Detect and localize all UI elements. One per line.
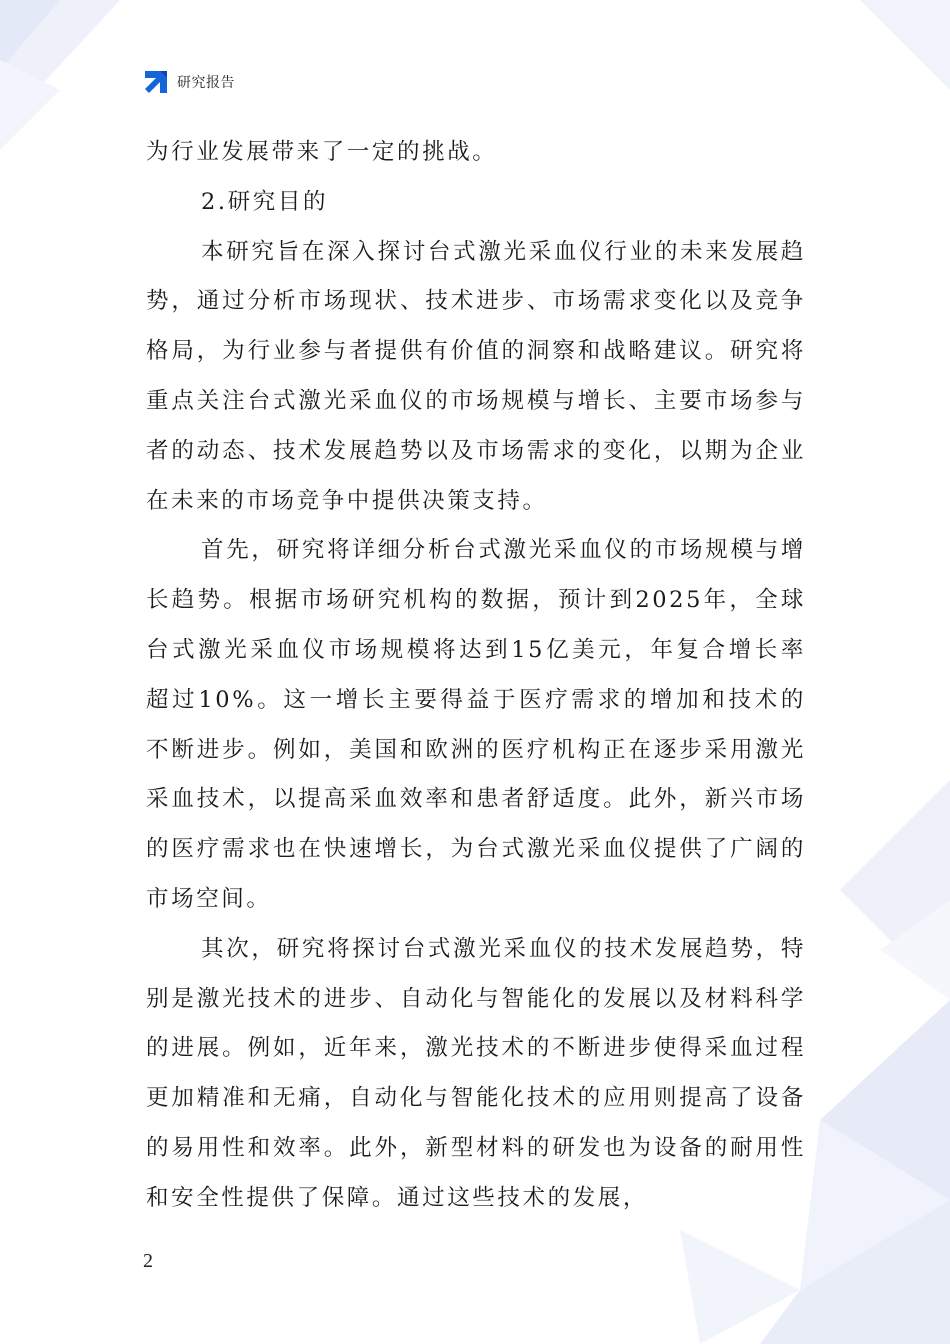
arrow-up-right-icon: [143, 69, 169, 95]
paragraph-continuation: 为行业发展带来了一定的挑战。: [146, 139, 498, 165]
paragraph-purpose: 本研究旨在深入探讨台式激光采血仪行业的未来发展趋势，通过分析市场现状、技术进步、市场需求变化以及竞争格局，为行业参与者提供有价值的洞察和战略建议。研究将重点关注台式激光采血仪的市场规模与增长、主要市场参与者的动态、技术发展趋势以及市场需求的变化，以期为企业在未来的市场竞争中提供决策支持。: [146, 238, 806, 514]
report-header: [143, 68, 235, 96]
document-body: [146, 128, 806, 1224]
header-title: 研究报告: [177, 75, 235, 91]
paragraph-technology: 其次，研究将探讨台式激光采血仪的技术发展趋势，特别是激光技术的进步、自动化与智能化的发展以及材料科学的进展。例如，近年来，激光技术的不断进步使得采血过程更加精准和无痛，自动化与智能化技术的应用则提高了设备的易用性和效率。此外，新型材料的研发也为设备的耐用性和安全性提供了保障。通过这些技术的发展，: [146, 935, 806, 1211]
section-heading: 2.研究目的: [201, 188, 329, 215]
paragraph-market-size: 首先，研究将详细分析台式激光采血仪的市场规模与增长趋势。根据市场研究机构的数据，预计到2025年，全球台式激光采血仪市场规模将达到15亿美元，年复合增长率超过10%。这一增长主要得益于医疗需求的增加和技术的不断进步。例如，美国和欧洲的医疗机构正在逐步采用激光采血技术，以提高采血效率和患者舒适度。此外，新兴市场的医疗需求也在快速增长，为台式激光采血仪提供了广阔的市场空间。: [146, 537, 806, 912]
page-number: 2: [143, 1250, 153, 1272]
